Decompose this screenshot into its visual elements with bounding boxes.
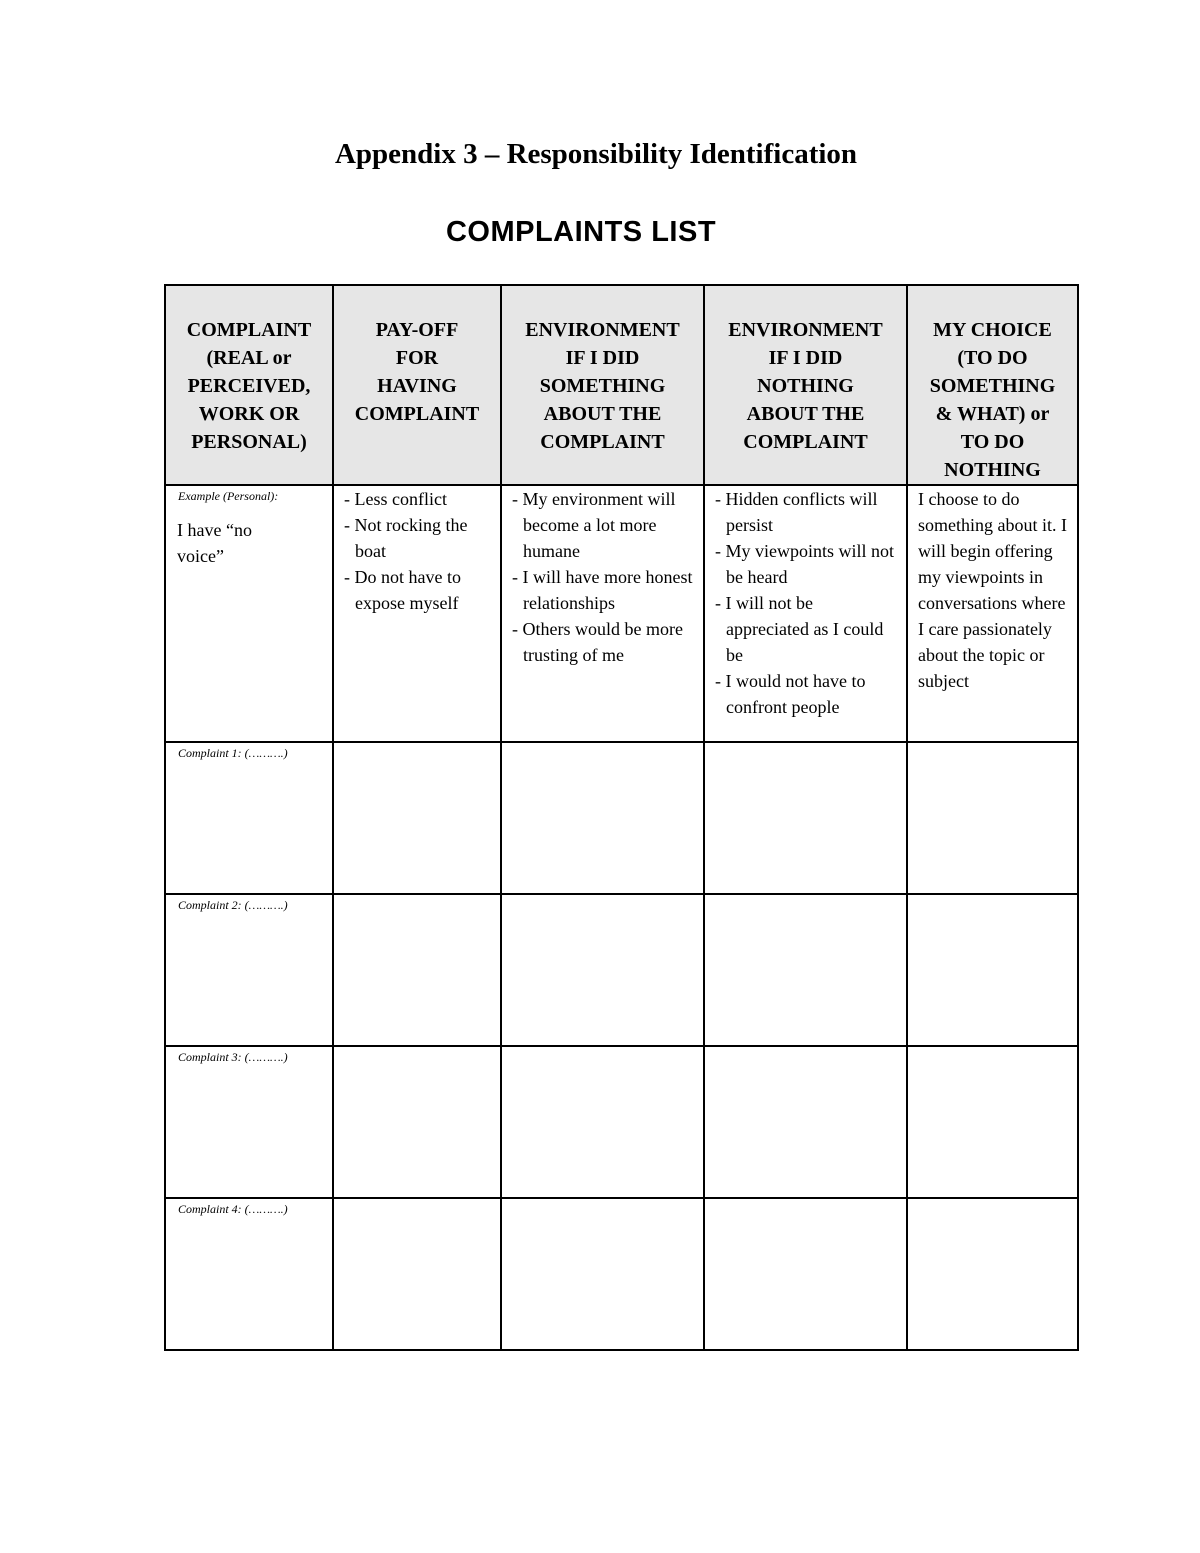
list-item: - My viewpoints will not be heard: [715, 541, 894, 587]
choice-cell[interactable]: [907, 1046, 1078, 1198]
header-line: MY CHOICE: [933, 319, 1052, 341]
example-label: Example (Personal):: [178, 489, 279, 503]
header-env-nothing: [704, 285, 907, 485]
header-line: PAY-OFF: [375, 319, 459, 341]
header-line: (TO DO: [957, 347, 1028, 369]
env-nothing-cell[interactable]: [704, 1198, 907, 1350]
header-line: IF I DID: [565, 347, 640, 369]
header-my-choice: [907, 285, 1078, 485]
page-title: Appendix 3 – Responsibility Identification: [334, 138, 858, 170]
table-row: [165, 1046, 1078, 1198]
header-row: [165, 285, 1078, 485]
table-row: [165, 1198, 1078, 1350]
env-something-cell[interactable]: [501, 742, 704, 894]
example-choice-cell: [907, 485, 1078, 742]
choice-cell[interactable]: [907, 1198, 1078, 1350]
list-item: - Do not have to expose myself: [344, 567, 461, 613]
header-line: NOTHING: [757, 375, 854, 397]
env-something-cell[interactable]: [501, 894, 704, 1046]
header-line: & WHAT) or: [935, 403, 1050, 425]
list-item: - My environment will become a lot more humane: [512, 489, 676, 561]
header-line: COMPLAINT: [186, 319, 312, 341]
header-line: ABOUT THE: [746, 403, 865, 425]
header-line: ABOUT THE: [543, 403, 662, 425]
example-complaint-text: I have “no voice”: [177, 520, 252, 566]
header-env-something: [501, 285, 704, 485]
header-line: ENVIRONMENT: [728, 319, 883, 341]
header-payoff: [333, 285, 501, 485]
header-line: SOMETHING: [929, 375, 1056, 397]
payoff-cell[interactable]: [333, 1198, 501, 1350]
complaints-table: [164, 284, 1079, 1351]
complaint-cell[interactable]: [165, 1198, 333, 1350]
list-item: - Less conflict: [344, 489, 447, 509]
payoff-cell[interactable]: [333, 1046, 501, 1198]
list-item: - Hidden conflicts will persist: [715, 489, 878, 535]
header-line: (REAL or: [206, 347, 292, 369]
payoff-list: [334, 486, 500, 616]
payoff-cell[interactable]: [333, 742, 501, 894]
header-line: WORK OR: [198, 403, 300, 425]
complaint-cell[interactable]: [165, 894, 333, 1046]
header-line: COMPLAINT: [354, 403, 480, 425]
list-item: - I would not have to confront people: [715, 671, 866, 717]
choice-cell[interactable]: [907, 894, 1078, 1046]
example-env-nothing-cell: [704, 485, 907, 742]
env-something-cell[interactable]: [501, 1046, 704, 1198]
example-complaint-cell: [165, 485, 333, 742]
header-line: PERCEIVED,: [187, 375, 311, 397]
header-line: COMPLAINT: [743, 431, 868, 453]
list-item: - Others would be more trusting of me: [512, 619, 683, 665]
example-env-something-cell: [501, 485, 704, 742]
header-line: FOR: [395, 347, 439, 369]
header-line: ENVIRONMENT: [525, 319, 680, 341]
header-line: NOTHING: [944, 459, 1041, 481]
env-nothing-cell[interactable]: [704, 894, 907, 1046]
example-choice-text: I choose to do something about it. I will begin offering my viewpoints in conversations where I care passionately about the topic or subject: [918, 489, 1067, 691]
env-nothing-cell[interactable]: [704, 1046, 907, 1198]
list-item: - I will not be appreciated as I could be: [715, 593, 884, 665]
env-something-cell[interactable]: [501, 1198, 704, 1350]
list-item: - Not rocking the boat: [344, 515, 468, 561]
example-row: [165, 485, 1078, 742]
complaint-label: Complaint 3: (……….): [178, 1050, 288, 1064]
header-line: IF I DID: [768, 347, 843, 369]
header-line: SOMETHING: [539, 375, 666, 397]
env-nothing-cell[interactable]: [704, 742, 907, 894]
list-item: - I will have more honest relationships: [512, 567, 693, 613]
header-complaint: [165, 285, 333, 485]
complaint-label: Complaint 2: (……….): [178, 898, 288, 912]
complaint-label: Complaint 1: (……….): [178, 746, 288, 760]
page-subtitle: COMPLAINTS LIST: [445, 216, 717, 248]
header-line: TO DO: [960, 431, 1025, 453]
table-row: [165, 894, 1078, 1046]
header-line: COMPLAINT: [540, 431, 665, 453]
choice-cell[interactable]: [907, 742, 1078, 894]
example-payoff-cell: [333, 485, 501, 742]
complaint-cell[interactable]: [165, 742, 333, 894]
header-line: PERSONAL): [191, 431, 307, 453]
env-nothing-list: [705, 486, 906, 720]
payoff-cell[interactable]: [333, 894, 501, 1046]
table-row: [165, 742, 1078, 894]
complaint-label: Complaint 4: (……….): [178, 1202, 288, 1216]
env-something-list: [502, 486, 703, 668]
complaint-cell[interactable]: [165, 1046, 333, 1198]
header-line: HAVING: [377, 375, 457, 397]
